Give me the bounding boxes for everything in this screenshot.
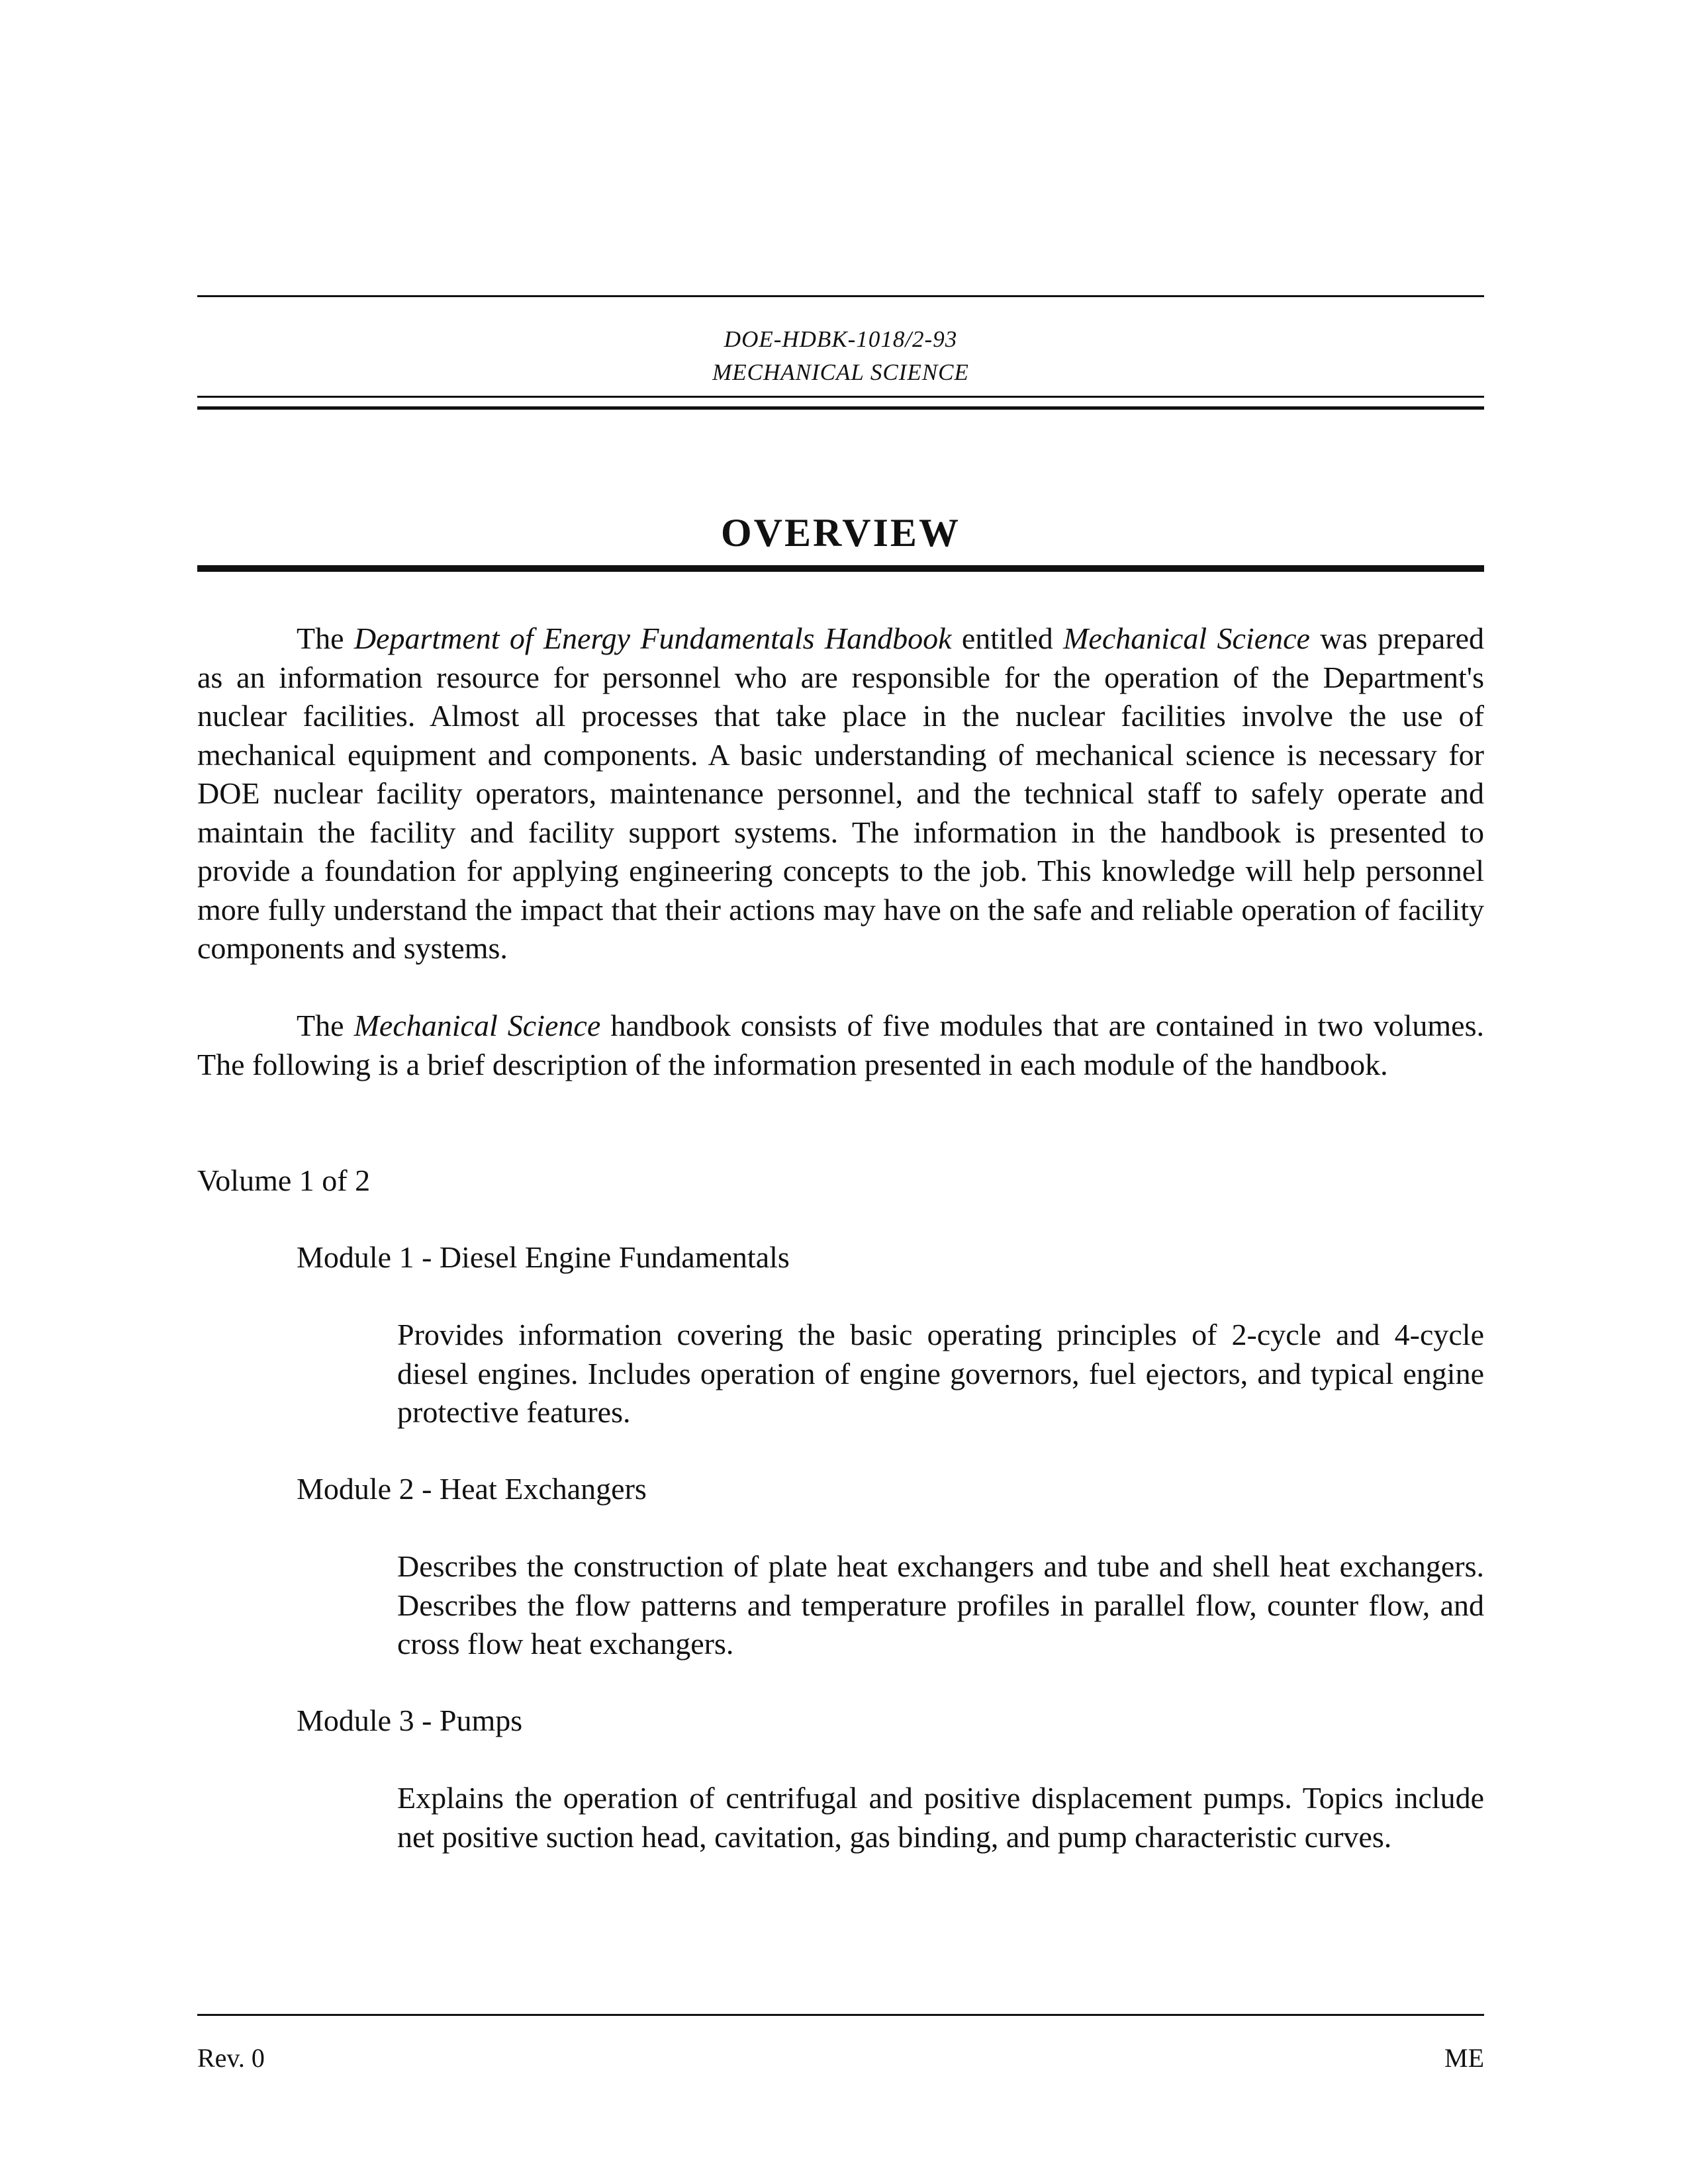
title-underline — [197, 565, 1484, 572]
module-heading: Module 3 - Pumps — [297, 1704, 523, 1737]
module-description: Explains the operation of centrifugal and positive displacement pumps. Topics include net positive suction head, cavitation, gas binding, and pump characteristic curves. — [397, 1781, 1484, 1854]
intro-paragraph-1: The Department of Energy Fundamentals Handbook entitled Mechanical Science was prepared as an information resource for personnel who are responsible for the operation of the Department's nuclear facilities. Almost all processes that take place in the nuclear facilities involve the use of mechanical equipment and components. A basic understanding of mechanical science is necessary for DOE nuclear facility operators, maintenance personnel, and the technical staff to safely operate and maintain the facility and facility support systems. The information in the handbook is presented to provide a foundation for applying engineering concepts to the job. This knowledge will help personnel more fully understand the impact that their actions may have on the safe and reliable operation of facility components and systems. — [197, 621, 1484, 965]
handbook-series-title: Department of Energy Fundamentals Handbook — [353, 621, 952, 655]
section-code: ME — [1444, 2043, 1484, 2073]
header-double-rule-lower — [197, 406, 1484, 410]
footer-rule — [197, 2014, 1484, 2016]
module-heading: Module 1 - Diesel Engine Fundamentals — [297, 1240, 790, 1274]
handbook-title: Mechanical Science — [353, 1009, 601, 1042]
intro-paragraph-2: The Mechanical Science handbook consists of five modules that are contained in two volumes. The following is a brief description of the information presented in each module of the handbook. — [197, 1009, 1484, 1081]
doc-number: DOE-HDBK-1018/2-93 — [724, 326, 958, 352]
revision-label: Rev. 0 — [197, 2043, 265, 2073]
doc-subject: MECHANICAL SCIENCE — [712, 359, 969, 385]
header-top-rule — [197, 295, 1484, 297]
module-description: Provides information covering the basic operating principles of 2-cycle and 4-cycle diesel engines. Includes operation of engine governors, fuel ejectors, and typical engine protective features. — [397, 1318, 1484, 1429]
header-double-rule-upper — [197, 396, 1484, 398]
running-header — [197, 323, 1484, 389]
module-description: Describes the construction of plate heat exchangers and tube and shell heat exchangers. Describes the flow patterns and temperature profiles in parallel flow, counter flow, and cross flow heat exchangers. — [397, 1549, 1484, 1661]
volume-label: Volume 1 of 2 — [197, 1163, 371, 1197]
page-title: OVERVIEW — [721, 511, 961, 555]
handbook-title: Mechanical Science — [1063, 621, 1310, 655]
module-heading: Module 2 - Heat Exchangers — [297, 1472, 647, 1506]
